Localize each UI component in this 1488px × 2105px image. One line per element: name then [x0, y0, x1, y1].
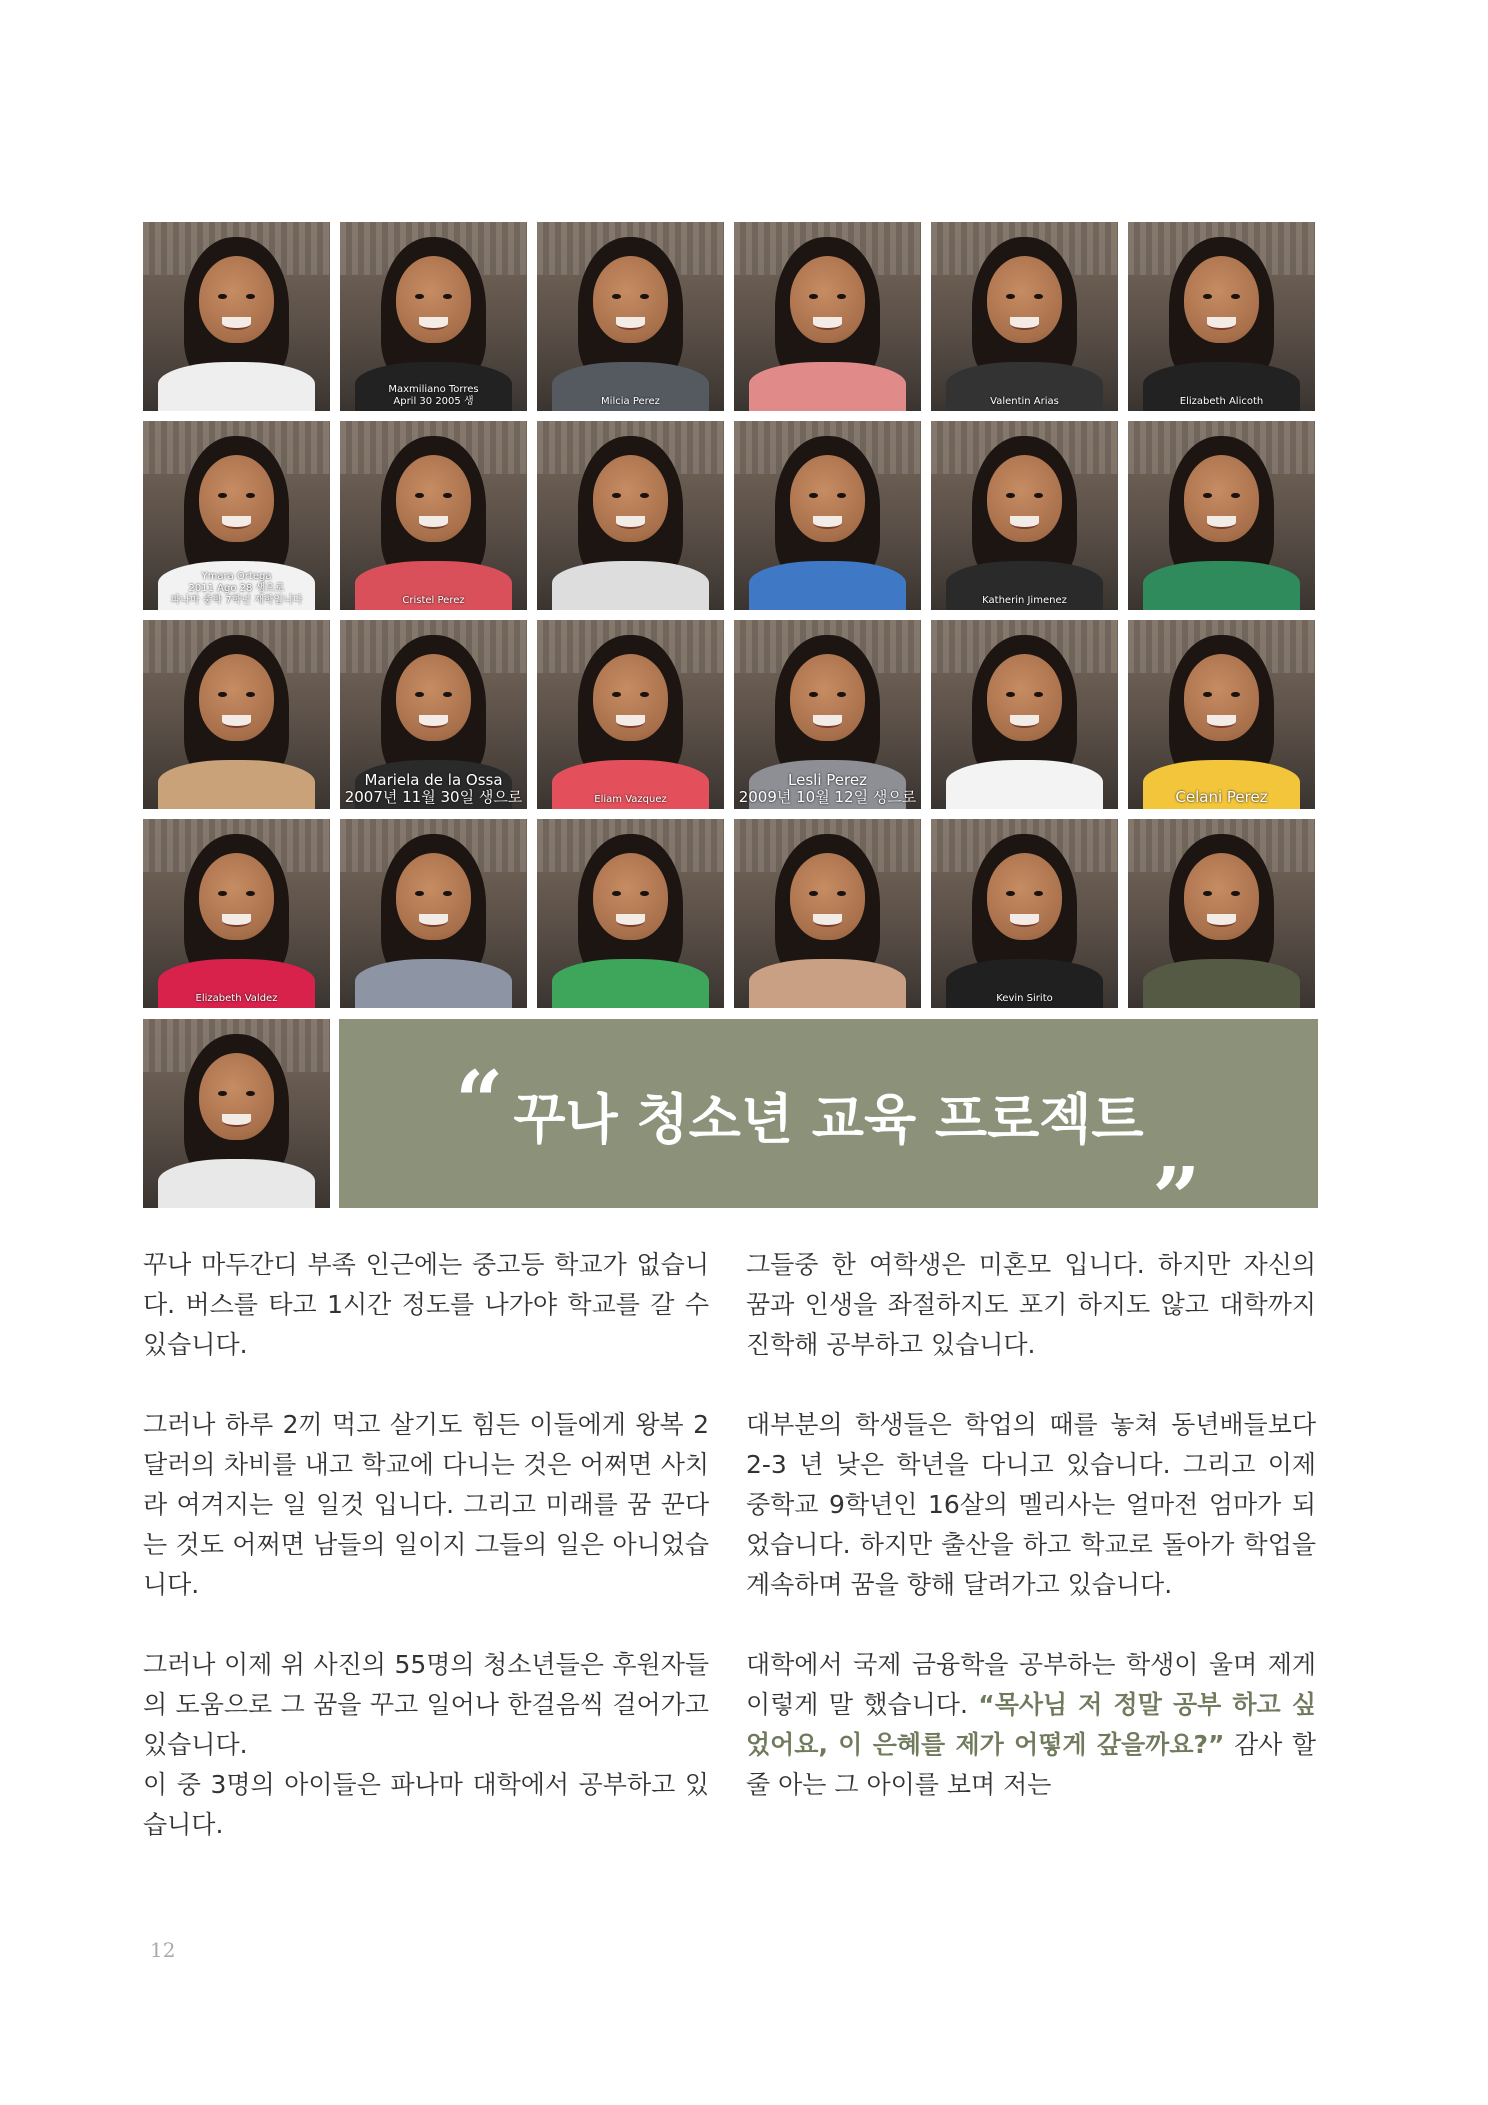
body-column-right: [746, 1245, 1316, 1805]
open-quote-mark: “: [455, 1051, 504, 1151]
photo-caption: Elizabeth Valdez: [195, 993, 278, 1004]
student-quote: “목사님 저 정말 공부 하고 싶었어요, 이 은혜를 제가 어떻게 갚을까요?”: [746, 1690, 1316, 1759]
student-photo: [931, 819, 1118, 1008]
student-photo: [1128, 421, 1315, 610]
photo-caption: Ymara Ortega 2011 Ago 28 생으로 파나마 중학 7학년 재학입니다: [170, 571, 303, 606]
student-photo: [1128, 222, 1315, 411]
student-photo: [537, 620, 724, 809]
student-photo: [143, 421, 330, 610]
student-photo: [340, 222, 527, 411]
student-photo: [537, 421, 724, 610]
student-photo: [1128, 819, 1315, 1008]
student-photo: [1128, 620, 1315, 809]
student-photo: [143, 222, 330, 411]
student-photo: [734, 222, 921, 411]
paragraph: 그러나 이제 위 사진의 55명의 청소년들은 후원자들의 도움으로 그 꿈을 꾸고 일어나 한걸음씩 걸어가고 있습니다.: [143, 1650, 709, 1759]
body-column-left: [143, 1245, 709, 1845]
paragraph: 대부분의 학생들은 학업의 때를 놓쳐 동년배들보다 2-3 년 낮은 학년을 다니고 있습니다. 그리고 이제 중학교 9학년인 16살의 멜리사는 얼마전 엄마가 되었습니다. 하지만 출산을 하고 학교로 돌아가 학업을 계속하며 꿈을 향해 달려가고 있습니다.: [746, 1410, 1316, 1599]
photo-caption: Mariela de la Ossa 2007년 11월 30일 생으로: [344, 771, 523, 806]
page-number: 12: [150, 1938, 176, 1962]
student-photo: [537, 819, 724, 1008]
student-photo: [734, 819, 921, 1008]
student-photo: [340, 620, 527, 809]
paragraph: 그러나 하루 2끼 먹고 살기도 힘든 이들에게 왕복 2달러의 차비를 내고 학교에 다니는 것은 어쩌면 사치라 여겨지는 일 일것 입니다. 그리고 미래를 꿈 꾼다는 것도 어쩌면 남들의 일이지 그들의 일은 아니었습니다.: [143, 1410, 709, 1599]
student-photo: [143, 620, 330, 809]
photo-caption: Cristel Perez: [402, 595, 465, 606]
student-photo: [537, 222, 724, 411]
student-photo: [340, 819, 527, 1008]
student-photo: [931, 620, 1118, 809]
paragraph: 그들중 한 여학생은 미혼모 입니다. 하지만 자신의 꿈과 인생을 좌절하지도 포기 하지도 않고 대학까지 진학해 공부하고 있습니다.: [746, 1250, 1316, 1359]
student-photo-extra: [143, 1019, 330, 1208]
student-photo: [143, 819, 330, 1008]
photo-caption: Elizabeth Alicoth: [1179, 396, 1264, 407]
photo-caption: Valentin Arias: [990, 396, 1059, 407]
student-photo: [931, 421, 1118, 610]
paragraph-text: 대학에서 국제 금융학을 공부하는 학생이 울며 제게 이렇게 말 했습니다.: [746, 1650, 1316, 1719]
student-photo: [734, 421, 921, 610]
paragraph: 꾸나 마두간디 부족 인근에는 중고등 학교가 없습니다. 버스를 타고 1시간 정도를 나가야 학교를 갈 수 있습니다.: [143, 1250, 709, 1359]
photo-caption: Eliam Vazquez: [594, 794, 667, 805]
paragraph-with-quote: [746, 1645, 1316, 1805]
student-photo-grid: [143, 222, 1318, 1008]
student-photo: [340, 421, 527, 610]
paragraph: 이 중 3명의 아이들은 파나마 대학에서 공부하고 있습니다.: [143, 1770, 709, 1839]
close-quote-mark: „: [1153, 1099, 1202, 1199]
photo-caption: Milcia Perez: [601, 396, 660, 407]
student-photo: [931, 222, 1118, 411]
section-banner: [339, 1019, 1318, 1208]
photo-caption: Celani Perez: [1175, 788, 1268, 806]
student-photo: [734, 620, 921, 809]
photo-caption: Maxmiliano Torres April 30 2005 생: [388, 384, 479, 407]
student-photo: [143, 1019, 330, 1208]
photo-caption: Lesli Perez 2009년 10월 12일 생으로: [738, 771, 917, 806]
section-title: 꾸나 청소년 교육 프로젝트: [513, 1088, 1144, 1151]
photo-caption: Katherin Jimenez: [982, 595, 1067, 606]
paragraph-text: 감사 할 줄 아는 그 아이를 보며 저는: [746, 1730, 1316, 1799]
photo-caption: Kevin Sirito: [996, 993, 1053, 1004]
